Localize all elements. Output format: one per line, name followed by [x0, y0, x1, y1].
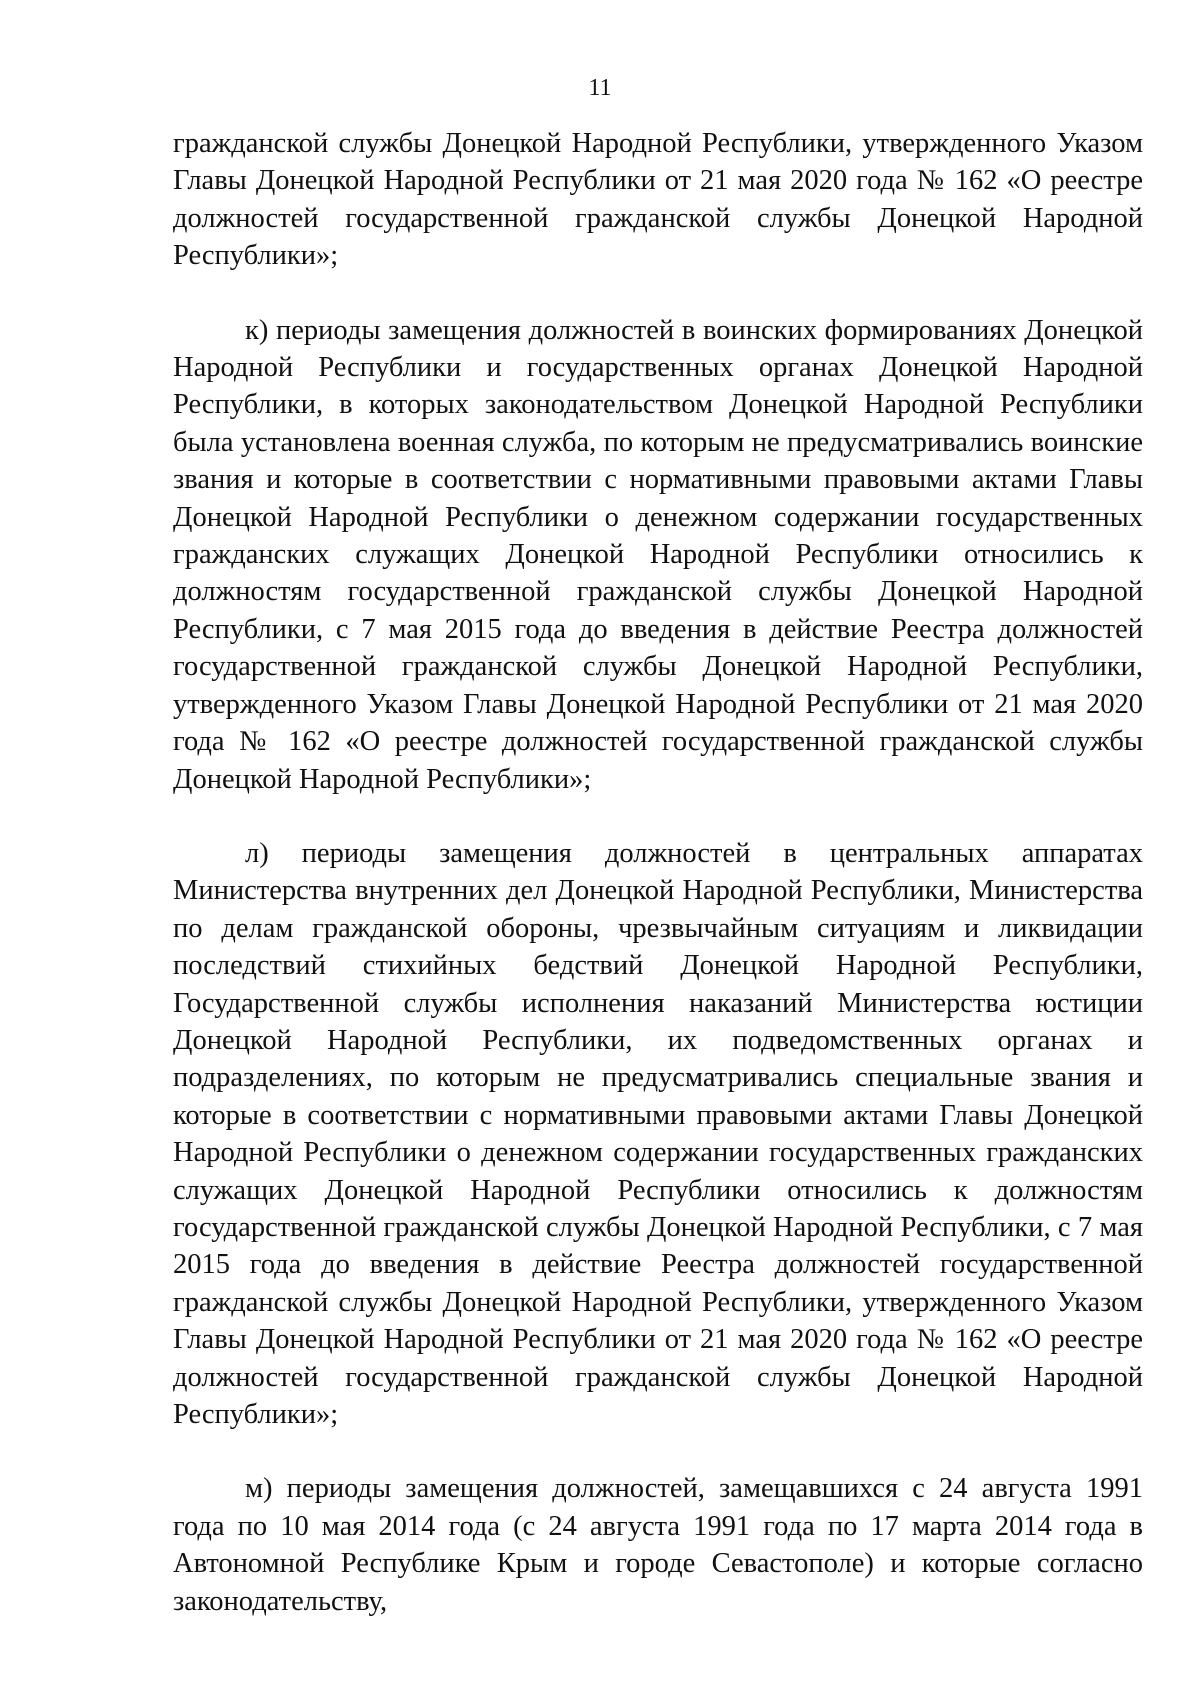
paragraph-item-l: л) периоды замещения должностей в центральных аппаратах Министерства внутренних дел Донецкой Народной Республики, Министерства по делам гражданской обороны, чрезвычайным ситуациям и ликвидации последствий стихийных бедствий Донецкой Народной Республики, Государственной службы исполнения наказаний Министерства юстиции Донецкой Народной Республики, их подведомственных органах и подразделениях, по которым не предусматривались специальные звания и которые в соответствии с нормативными правовыми актами Главы Донецкой Народной Республики о денежном содержании государственных гражданских служащих Донецкой Народной Республики относились к должностям государственной гражданской службы Донецкой Народной Республики, с 7 мая 2015 года до введения в действие Реестра должностей государственной гражданской службы Донецкой Народной Республики, утвержденного Указом Главы Донецкой Народной Республики от 21 мая 2020 года № 162 «О реестре должностей государственной гражданской службы Донецкой Народной Республики»;	[173, 837, 1143, 1430]
paragraph-item-k: к) периоды замещения должностей в воинских формированиях Донецкой Народной Республики и государственных органах Донецкой Народной Республики, в которых законодательством Донецкой Народной Республики была установлена военная служба, по которым не предусматривались воинские звания и которые в соответствии с нормативными правовыми актами Главы Донецкой Народной Республики о денежном содержании государственных гражданских служащих Донецкой Народной Республики относились к должностям государственной гражданской службы Донецкой Народной Республики, с 7 мая 2015 года до введения в действие Реестра должностей государственной гражданской службы Донецкой Народной Республики, утвержденного Указом Главы Донецкой Народной Республики от 21 мая 2020 года № 162 «О реестре должностей государственной гражданской службы Донецкой Народной Республики»;	[173, 314, 1143, 795]
paragraph-item-m: м) периоды замещения должностей, замещавшихся с 24 августа 1991 года по 10 мая 2014 года (с 24 августа 1991 года по 17 марта 2014 года в Автономной Республике Крым и городе Севастополе) и которые согласно законодательству,	[173, 1473, 1143, 1617]
document-body	[173, 125, 1143, 1620]
paragraph-continuation: гражданской службы Донецкой Народной Республики, утвержденного Указом Главы Донецкой Народной Республики от 21 мая 2020 года № 162 «О реестре должностей государственной гражданской службы Донецкой Народной Республики»;	[173, 128, 1143, 272]
page-number: 11	[588, 75, 612, 101]
